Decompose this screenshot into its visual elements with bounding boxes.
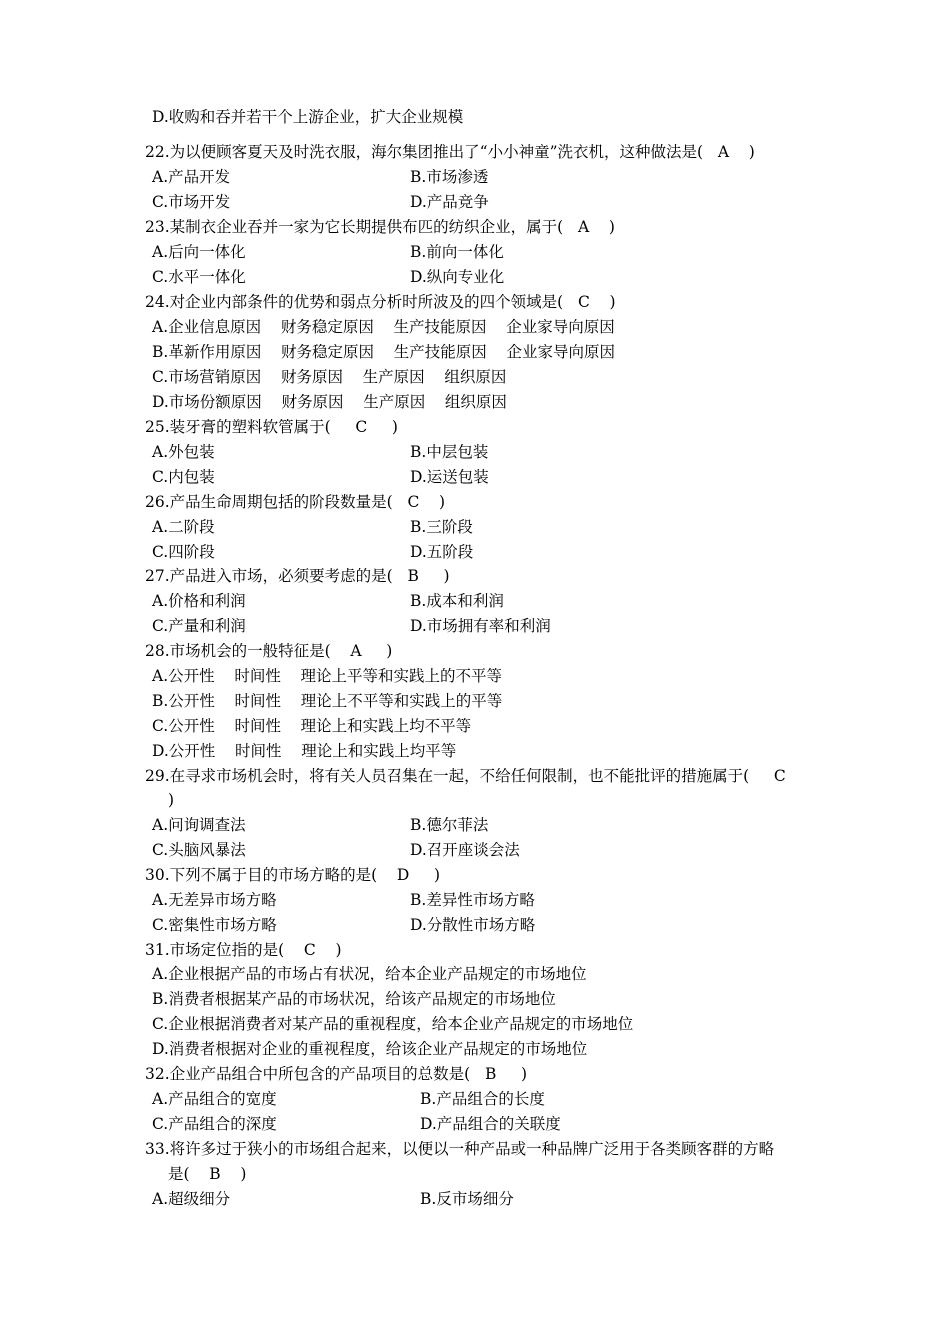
q24-option-d: D.市场份额原因 财务原因 生产原因 组织原因 [152,393,507,411]
question-26: 26.产品生命周期包括的阶段数量是( C ) [145,493,446,511]
q30-option-c: C.密集性市场方略 [152,916,277,934]
q23-option-d: D.纵向专业化 [410,268,505,286]
q31-option-d: D.消费者根据对企业的重视程度，给该企业产品规定的市场地位 [152,1040,588,1058]
q33-option-b: B.反市场细分 [420,1190,514,1208]
q33-option-a: A.超级细分 [152,1190,231,1208]
q31-option-a: A.企业根据产品的市场占有状况，给本企业产品规定的市场地位 [152,965,587,983]
q26-option-b: B.三阶段 [410,518,473,536]
q29-option-d: D.召开座谈会法 [410,841,520,859]
q32-option-d: D.产品组合的关联度 [420,1115,561,1133]
option-d-line: D.收购和吞并若干个上游企业，扩大企业规模 [152,108,464,126]
q24-option-c: C.市场营销原因 财务原因 生产原因 组织原因 [152,368,507,386]
question-28: 28.市场机会的一般特征是( A ) [145,642,393,660]
q32-option-a: A.产品组合的宽度 [152,1090,277,1108]
q31-option-c: C.企业根据消费者对某产品的重视程度，给本企业产品规定的市场地位 [152,1015,634,1033]
q25-option-a: A.外包装 [152,443,215,461]
q22-option-a: A.产品开发 [152,168,231,186]
q22-option-d: D.产品竞争 [410,193,489,211]
question-30: 30.下列不属于目的市场方略的是( D ) [145,866,441,884]
q29-option-c: C.头脑风暴法 [152,841,246,859]
q26-option-d: D.五阶段 [410,543,474,561]
q28-option-b: B.公开性 时间性 理论上不平等和实践上的平等 [152,692,503,710]
q23-option-c: C.水平一体化 [152,268,246,286]
q29-option-a: A.问询调查法 [152,816,246,834]
q24-option-b: B.革新作用原因 财务稳定原因 生产技能原因 企业家导向原因 [152,343,615,361]
q22-option-b: B.市场渗透 [410,168,489,186]
q25-option-c: C.内包装 [152,468,215,486]
q29-option-b: B.德尔菲法 [410,816,489,834]
question-27: 27.产品进入市场，必须要考虑的是( B ) [145,567,450,585]
q27-option-b: B.成本和利润 [410,592,504,610]
question-32: 32.企业产品组合中所包含的产品项目的总数是( B ) [145,1065,528,1083]
q32-option-b: B.产品组合的长度 [420,1090,545,1108]
q30-option-d: D.分散性市场方略 [410,916,536,934]
q28-option-c: C.公开性 时间性 理论上和实践上均不平等 [152,717,472,735]
question-23: 23.某制衣企业吞并一家为它长期提供布匹的纺织企业，属于( A ) [145,218,615,236]
q26-option-c: C.四阶段 [152,543,215,561]
q24-option-a: A.企业信息原因 财务稳定原因 生产技能原因 企业家导向原因 [152,318,615,336]
q30-option-a: A.无差异市场方略 [152,891,277,909]
q28-option-a: A.公开性 时间性 理论上平等和实践上的不平等 [152,667,503,685]
q25-option-d: D.运送包装 [410,468,489,486]
question-22: 22.为以便顾客夏天及时洗衣服，海尔集团推出了“小小神童”洗衣机，这种做法是( A ) [145,143,755,161]
question-29-continued: ) [168,791,175,809]
question-29: 29.在寻求市场机会时，将有关人员召集在一起，不给任何限制，也不能批评的措施属于( C [145,767,786,785]
q27-option-a: A.价格和利润 [152,592,246,610]
q28-option-d: D.公开性 时间性 理论上和实践上均平等 [152,742,457,760]
q31-option-b: B.消费者根据某产品的市场状况，给该产品规定的市场地位 [152,990,556,1008]
question-25: 25.装牙膏的塑料软管属于( C ) [145,418,398,436]
question-33: 33.将许多过于狭小的市场组合起来，以便以一种产品或一种品牌广泛用于各类顾客群的方略 [145,1140,775,1158]
q23-option-a: A.后向一体化 [152,243,246,261]
question-33-continued: 是( B ) [168,1165,247,1183]
question-31: 31.市场定位指的是( C ) [145,941,342,959]
q32-option-c: C.产品组合的深度 [152,1115,277,1133]
q25-option-b: B.中层包装 [410,443,489,461]
q27-option-c: C.产量和利润 [152,617,246,635]
q27-option-d: D.市场拥有率和利润 [410,617,551,635]
q23-option-b: B.前向一体化 [410,243,504,261]
q22-option-c: C.市场开发 [152,193,231,211]
q30-option-b: B.差异性市场方略 [410,891,535,909]
question-24: 24.对企业内部条件的优势和弱点分析时所波及的四个领域是( C ) [145,293,616,311]
q26-option-a: A.二阶段 [152,518,215,536]
